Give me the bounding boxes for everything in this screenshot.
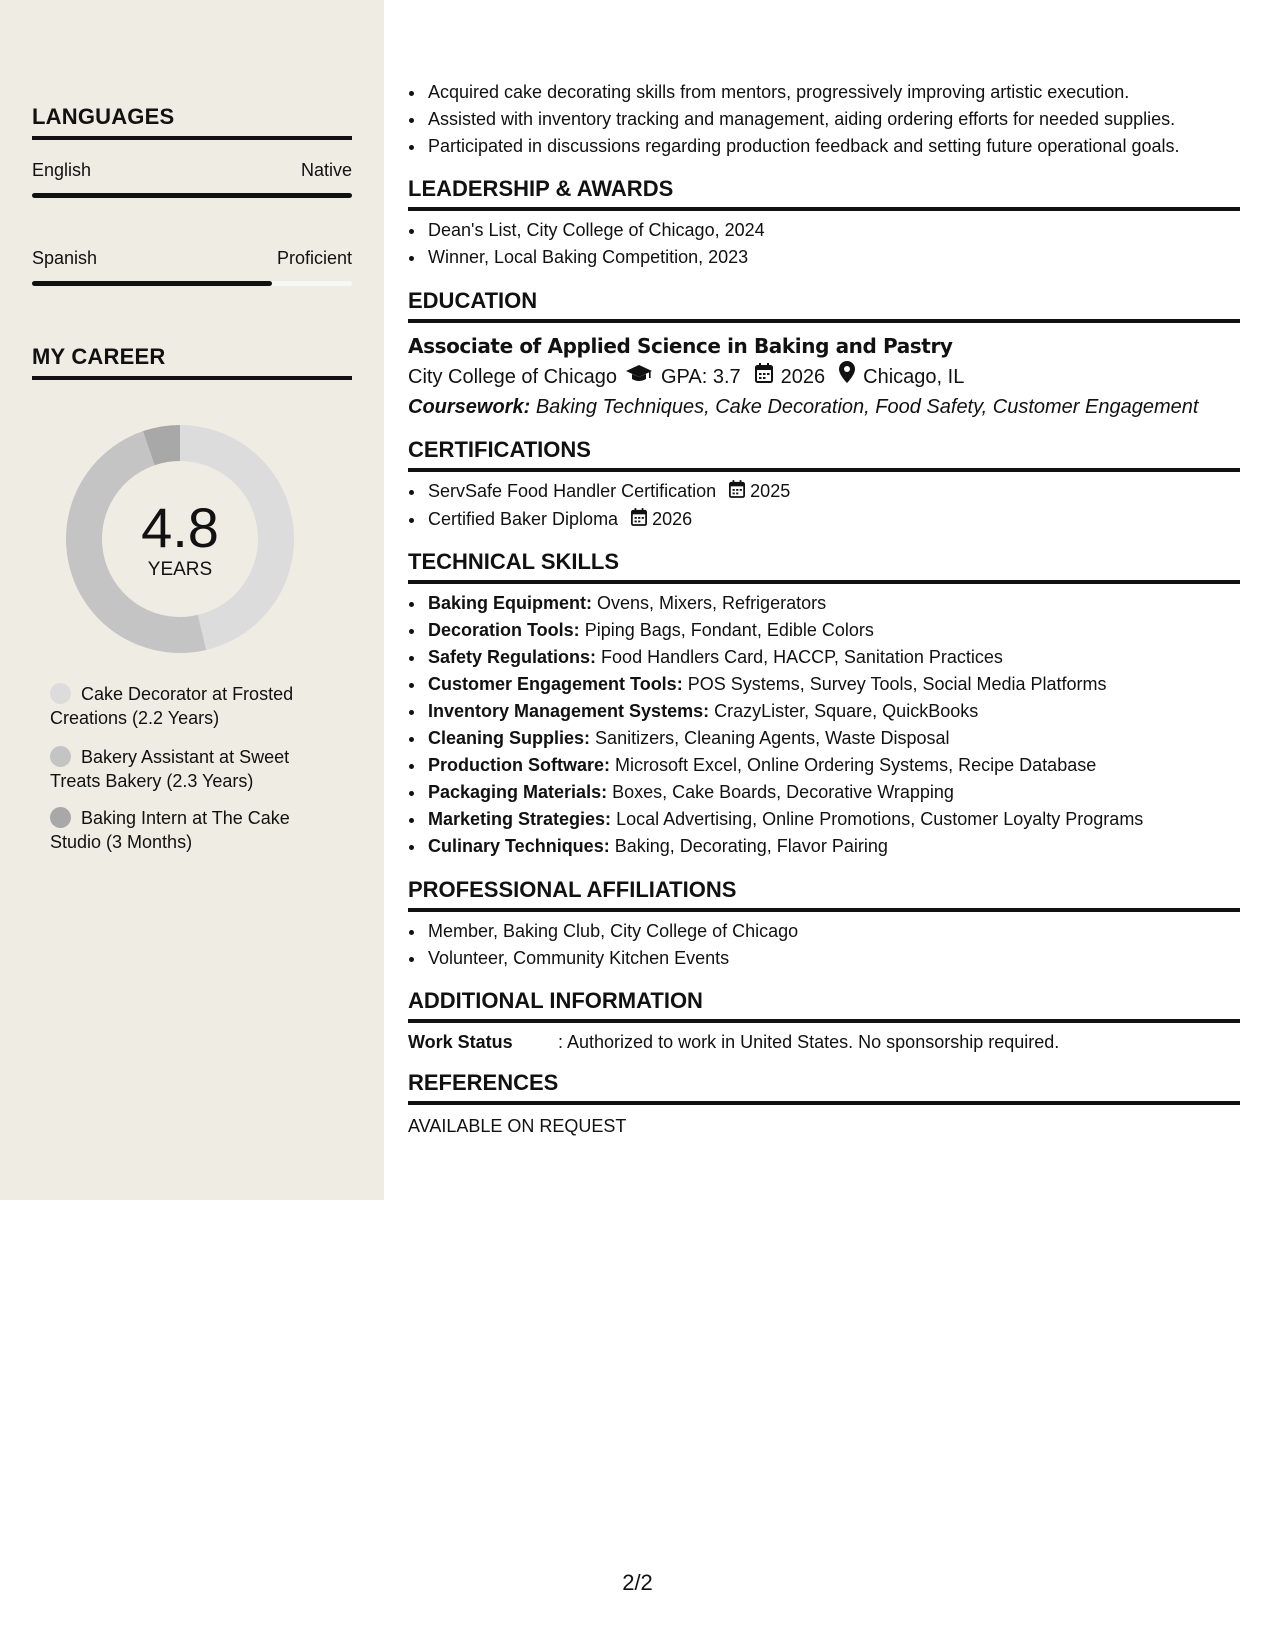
certification-year: 2025 — [750, 481, 791, 501]
career-dot — [50, 746, 71, 767]
skill-value: POS Systems, Survey Tools, Social Media Platforms — [687, 674, 1107, 694]
skills-list — [408, 590, 1240, 860]
list-item — [426, 725, 1240, 752]
list-item — [426, 752, 1240, 779]
skill-value: Piping Bags, Fondant, Edible Colors — [584, 620, 874, 640]
certification-name: ServSafe Food Handler Certification — [428, 481, 717, 501]
calendar-icon — [631, 507, 647, 534]
languages-heading: LANGUAGES — [32, 104, 352, 140]
list-item — [426, 590, 1240, 617]
section-heading: TECHNICAL SKILLS — [408, 549, 1240, 584]
language-name: English — [32, 160, 92, 180]
section-heading: PROFESSIONAL AFFILIATIONS — [408, 877, 1240, 912]
list-item: • Dean's List, City College of Chicago, 2024 — [426, 217, 1240, 244]
certifications-list — [408, 478, 1240, 534]
graduation-year: 2026 — [780, 365, 826, 388]
skill-value: CrazyLister, Square, QuickBooks — [714, 701, 979, 721]
graduation-cap-icon — [625, 362, 653, 392]
skill-label: Safety Regulations: — [428, 647, 597, 667]
section-heading: EDUCATION — [408, 288, 1240, 323]
skill-value: Local Advertising, Online Promotions, Customer Loyalty Programs — [616, 809, 1144, 829]
skill-value: Microsoft Excel, Online Ordering Systems, Recipe Database — [615, 755, 1097, 775]
career-item-label: Bakery Assistant at Sweet Treats Bakery (2.3 Years) — [50, 747, 290, 791]
list-item — [426, 478, 1240, 506]
section-heading: REFERENCES — [408, 1070, 1240, 1105]
list-item: • Member, Baking Club, City College of Chicago — [426, 918, 1240, 945]
affiliations-section — [408, 877, 1240, 972]
skill-label: Packaging Materials: — [428, 782, 608, 802]
languages-section — [32, 104, 352, 286]
school-name: City College of Chicago — [408, 365, 617, 388]
skill-label: Culinary Techniques: — [428, 836, 610, 856]
career-item — [50, 745, 320, 793]
leadership-list — [408, 217, 1240, 271]
coursework-label: Coursework: — [408, 396, 531, 418]
career-item-label: Cake Decorator at Frosted Creations (2.2 Years) — [50, 684, 294, 728]
career-item — [50, 806, 320, 854]
career-donut — [64, 423, 296, 655]
sidebar — [0, 0, 384, 1200]
language-row — [32, 248, 352, 269]
skills-section — [408, 549, 1240, 860]
language-bar — [32, 193, 352, 198]
work-status-value: : Authorized to work in United States. No sponsorship required. — [558, 1032, 1060, 1052]
career-item-label: Baking Intern at The Cake Studio (3 Months) — [50, 808, 290, 852]
coursework — [408, 392, 1240, 423]
location-pin-icon — [839, 361, 855, 392]
list-item — [426, 806, 1240, 833]
skill-label: Inventory Management Systems: — [428, 701, 710, 721]
school-location: Chicago, IL — [863, 365, 965, 388]
career-heading: MY CAREER — [32, 344, 352, 380]
education-section — [408, 288, 1240, 423]
list-item: • Assisted with inventory tracking and management, aiding ordering efforts for needed supplies. — [426, 106, 1240, 133]
calendar-icon — [729, 479, 745, 506]
certification-name: Certified Baker Diploma — [428, 508, 619, 529]
skill-label: Marketing Strategies: — [428, 809, 612, 829]
additional-info-section — [408, 988, 1240, 1056]
work-status-label: Work Status — [408, 1032, 513, 1052]
leadership-section — [408, 176, 1240, 271]
gpa: GPA: 3.7 — [661, 365, 741, 388]
calendar-icon — [755, 362, 773, 392]
degree-title: Associate of Applied Science in Baking and Pastry — [408, 334, 953, 358]
certification-year: 2026 — [652, 508, 693, 529]
career-dot — [50, 683, 71, 704]
list-item — [426, 671, 1240, 698]
language-name: Spanish — [32, 248, 98, 268]
experience-continuation — [408, 79, 1240, 160]
skill-value: Food Handlers Card, HACCP, Sanitation Practices — [601, 647, 1003, 667]
language-bar-fill — [32, 193, 352, 198]
references-text: AVAILABLE ON REQUEST — [408, 1116, 627, 1136]
list-item — [426, 833, 1240, 860]
language-level: Proficient — [276, 248, 352, 268]
section-heading: CERTIFICATIONS — [408, 437, 1240, 472]
skill-label: Baking Equipment: — [428, 593, 593, 613]
list-item: • Volunteer, Community Kitchen Events — [426, 945, 1240, 972]
skill-label: Customer Engagement Tools: — [428, 674, 683, 694]
skill-label: Production Software: — [428, 755, 611, 775]
section-heading: ADDITIONAL INFORMATION — [408, 988, 1240, 1023]
skill-value: Boxes, Cake Boards, Decorative Wrapping — [612, 782, 954, 802]
education-meta — [408, 361, 1240, 392]
work-status-row — [408, 1029, 1240, 1056]
list-item — [426, 617, 1240, 644]
list-item — [426, 644, 1240, 671]
skill-label: Cleaning Supplies: — [428, 728, 591, 748]
career-dot — [50, 807, 71, 828]
coursework-list: Baking Techniques, Cake Decoration, Food Safety, Customer Engagement — [535, 396, 1199, 418]
career-total-years: 4.8 — [141, 496, 219, 559]
language-row — [32, 160, 352, 181]
list-item: • Participated in discussions regarding production feedback and setting future operational goals. — [426, 133, 1240, 160]
career-years-label: YEARS — [147, 559, 213, 580]
list-item — [426, 506, 1240, 534]
references-section — [408, 1070, 1240, 1140]
section-heading: LEADERSHIP & AWARDS — [408, 176, 1240, 211]
list-item: • Winner, Local Baking Competition, 2023 — [426, 244, 1240, 271]
language-bar-fill — [32, 281, 272, 286]
affiliations-list — [408, 918, 1240, 972]
list-item: • Acquired cake decorating skills from mentors, progressively improving artistic execution. — [426, 79, 1240, 106]
language-level: Native — [300, 160, 352, 180]
page-number: 2/2 — [622, 1570, 653, 1595]
career-donut-segment — [149, 443, 180, 448]
skill-value: Sanitizers, Cleaning Agents, Waste Disposal — [595, 728, 950, 748]
language-bar — [32, 281, 352, 286]
skill-label: Decoration Tools: — [428, 620, 580, 640]
list-item — [426, 779, 1240, 806]
career-item — [50, 682, 320, 730]
list-item — [426, 698, 1240, 725]
experience-bullets — [408, 79, 1240, 160]
skill-value: Ovens, Mixers, Refrigerators — [597, 593, 827, 613]
skill-value: Baking, Decorating, Flavor Pairing — [614, 836, 888, 856]
certifications-section — [408, 437, 1240, 534]
career-section — [32, 344, 352, 380]
